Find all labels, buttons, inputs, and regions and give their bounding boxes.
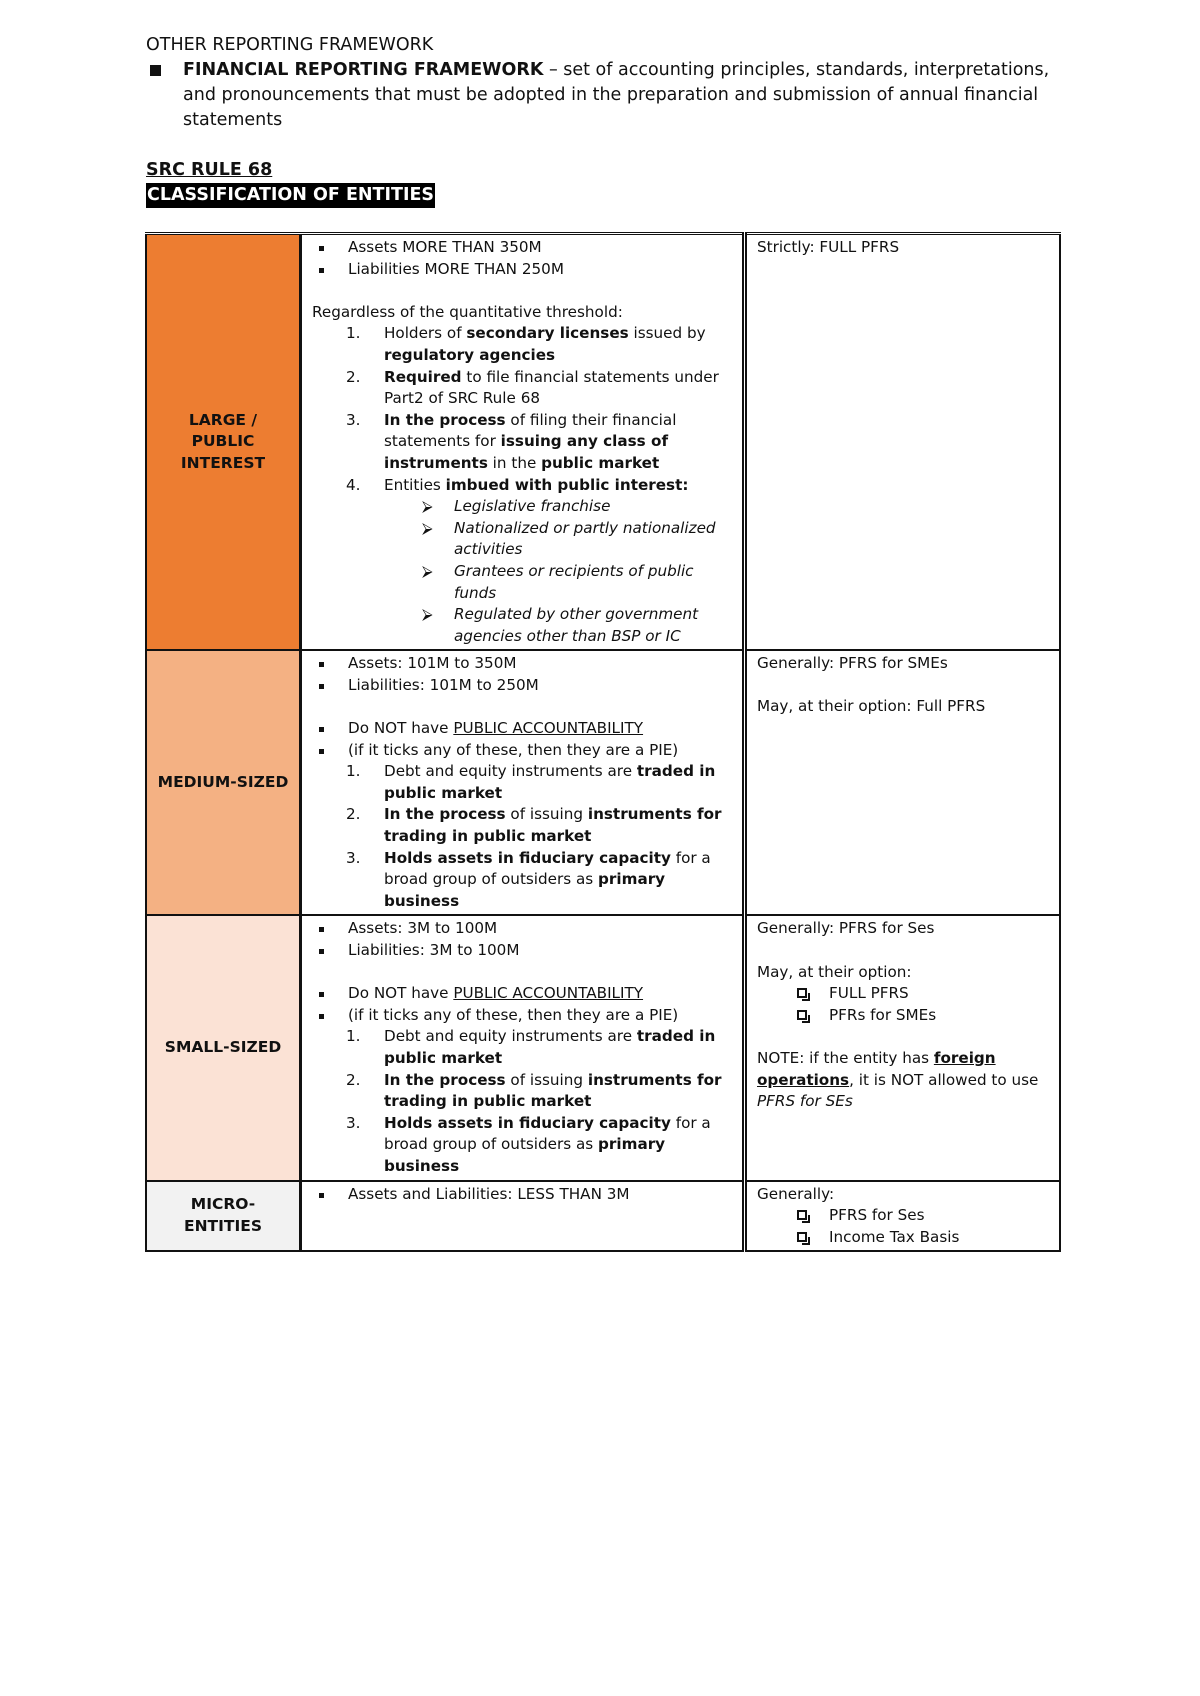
list-item: 2. In the process of issuing instruments for trading in public market (346, 805, 722, 846)
framework-def: – set of accounting principles, standards, interpretations, and pronouncements that must be adopted in the preparation and submission of annual financial statements (183, 60, 1050, 130)
checkbox-bullet-icon (797, 1232, 807, 1242)
label-medium: MEDIUM-SIZED (146, 650, 301, 915)
framework-term: FINANCIAL REPORTING FRAMEWORK (183, 60, 544, 80)
framework-large: Strictly: FULL PFRS (745, 234, 1061, 651)
list-item: Liabilities: 101M to 250M (312, 675, 732, 697)
table-row-large (146, 234, 1060, 651)
classification-heading: CLASSIFICATION OF ENTITIES (146, 183, 435, 208)
list-item: Assets and Liabilities: LESS THAN 3M (312, 1184, 732, 1206)
arrow-bullet-icon: ⮚ (422, 497, 433, 516)
framework-medium: Generally: PFRS for SMEs May, at their option: Full PFRS (745, 650, 1061, 915)
list-item: Liabilities: 3M to 100M (312, 940, 732, 962)
list-item: 2. In the process of issuing instruments for trading in public market (346, 1070, 722, 1111)
list-item: 2. Required to file financial statements under Part2 of SRC Rule 68 (346, 367, 719, 408)
list-item: PFRs for SMEs (757, 1005, 1049, 1027)
list-item: PFRS for Ses (757, 1205, 1049, 1227)
framework-micro: Generally: PFRS for Ses Income Tax Basis (745, 1181, 1061, 1252)
label-micro: MICRO-ENTITIES (146, 1181, 301, 1252)
list-item: Income Tax Basis (757, 1227, 1049, 1249)
list-item: Assets: 3M to 100M (312, 918, 732, 940)
list-item: ⮚ Grantees or recipients of public funds (422, 561, 694, 602)
pie-note: (if it ticks any of these, then they are a PIE) (312, 740, 732, 762)
list-item: FULL PFRS (757, 983, 1049, 1005)
criteria-large (301, 234, 745, 651)
page-title: OTHER REPORTING FRAMEWORK (146, 35, 434, 55)
section-heading (146, 158, 1076, 208)
list-item: ⮚ Legislative franchise (312, 496, 732, 518)
table-row-medium (146, 650, 1060, 915)
arrow-bullet-icon: ⮚ (422, 605, 433, 624)
list-item: 3. Holds assets in fiduciary capacity for a broad group of outsiders as primary business (346, 1113, 711, 1175)
square-bullet-icon (150, 65, 161, 76)
list-item: Do NOT have PUBLIC ACCOUNTABILITY (312, 718, 732, 740)
label-large: LARGE / PUBLIC INTEREST (146, 234, 301, 651)
criteria-micro (301, 1181, 745, 1252)
pie-note: (if it ticks any of these, then they are a PIE) (312, 1005, 732, 1027)
header (146, 33, 1076, 208)
table-row-small (146, 915, 1060, 1180)
list-item: 3. Holds assets in fiduciary capacity for a broad group of outsiders as primary business (346, 848, 711, 910)
list-item: ⮚ Nationalized or partly nationalized activities (422, 518, 716, 559)
arrow-bullet-icon: ⮚ (422, 518, 433, 537)
classification-table (145, 232, 1061, 1252)
criteria-small (301, 915, 745, 1180)
list-item: ⮚ Regulated by other government agencies other than BSP or IC (422, 605, 699, 645)
regardless-text: Regardless of the quantitative threshold: (312, 302, 623, 321)
checkbox-bullet-icon (797, 1010, 807, 1020)
list-item: Assets: 101M to 350M (312, 653, 732, 675)
checkbox-bullet-icon (797, 988, 807, 998)
label-small: SMALL-SIZED (146, 915, 301, 1180)
list-item: 1. Debt and equity instruments are traded in public market (346, 762, 716, 802)
checkbox-bullet-icon (797, 1210, 807, 1220)
framework-definition (146, 58, 1076, 133)
list-item: Do NOT have PUBLIC ACCOUNTABILITY (312, 983, 732, 1005)
arrow-bullet-icon: ⮚ (422, 561, 433, 580)
list-item: 4. Entities imbued with public interest: (346, 475, 689, 494)
list-item: 1. Holders of secondary licenses issued by regulatory agencies (346, 324, 706, 364)
list-item: Liabilities MORE THAN 250M (312, 259, 732, 281)
framework-small: Generally: PFRS for Ses May, at their option: FULL PFRS PFRs for SMEs NOTE: if the entity has foreign operations, it is NOT allowed to use PFRS for SEs (745, 915, 1061, 1180)
rule-heading: SRC RULE 68 (146, 160, 273, 180)
list-item: 3. In the process of filing their financial statements for issuing any class of instruments in the public market (346, 410, 677, 472)
criteria-medium (301, 650, 745, 915)
foreign-ops-note: NOTE: if the entity has foreign operations, it is NOT allowed to use PFRS for SEs (757, 1048, 1039, 1111)
list-item: Assets MORE THAN 350M (312, 237, 732, 259)
table-row-micro (146, 1181, 1060, 1252)
list-item: 1. Debt and equity instruments are traded in public market (346, 1027, 716, 1067)
